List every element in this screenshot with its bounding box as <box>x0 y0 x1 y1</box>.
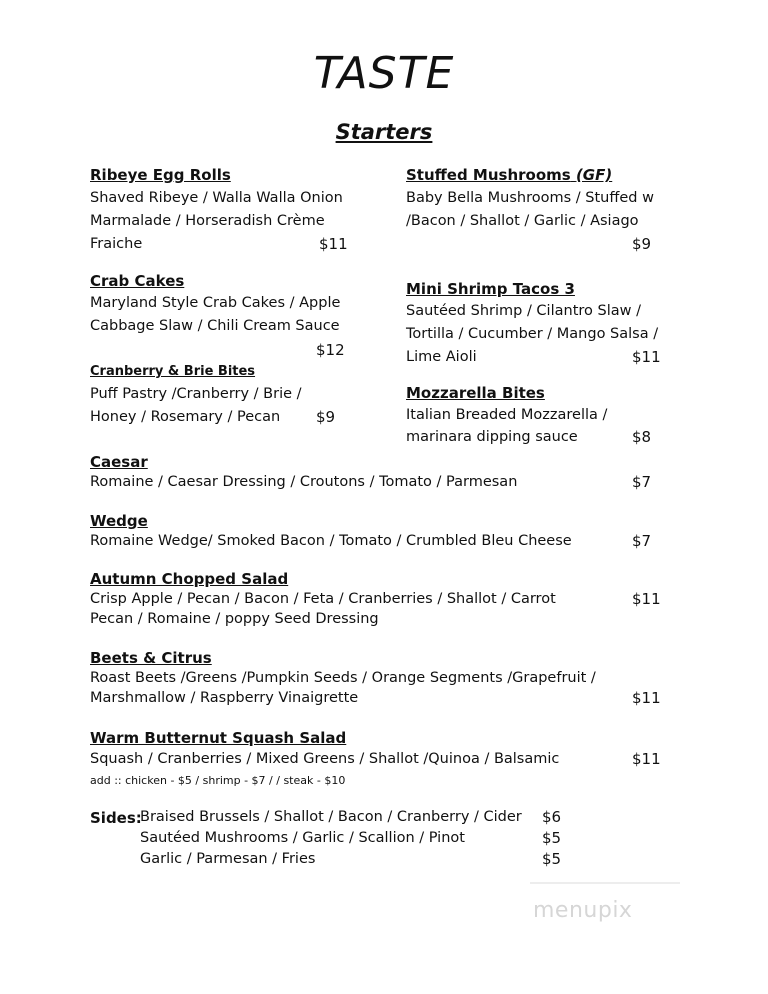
item-price: $11 <box>632 689 661 707</box>
side-item: Sautéed Mushrooms / Garlic / Scallion / Pinot <box>140 830 465 846</box>
item-desc-line: /Bacon / Shallot / Garlic / Asiago <box>406 213 639 229</box>
item-desc-line: Maryland Style Crab Cakes / Apple <box>90 295 341 311</box>
item-name-crab-cakes: Crab Cakes <box>90 272 185 290</box>
item-price: $11 <box>632 348 661 366</box>
item-name-autumn-chopped-salad: Autumn Chopped Salad <box>90 570 289 588</box>
item-desc-line: Crisp Apple / Pecan / Bacon / Feta / Cranberries / Shallot / Carrot <box>90 591 556 607</box>
side-item: Garlic / Parmesan / Fries <box>140 851 316 867</box>
item-price: $9 <box>316 408 336 426</box>
item-desc-line: Pecan / Romaine / poppy Seed Dressing <box>90 611 379 627</box>
item-name-ribeye-egg-rolls: Ribeye Egg Rolls <box>90 166 231 184</box>
side-price: $5 <box>542 850 562 868</box>
watermark-divider <box>530 882 680 884</box>
item-name-text: Stuffed Mushrooms <box>406 166 571 184</box>
salad-addon-note: add :: chicken - $5 / shrimp - $7 / / steak - $10 <box>90 774 346 787</box>
watermark-logo: menupix <box>533 898 633 923</box>
item-price: $7 <box>632 473 652 491</box>
item-name-cranberry-brie-bites: Cranberry & Brie Bites <box>90 364 256 379</box>
gluten-free-tag: (GF) <box>575 166 613 184</box>
side-price: $6 <box>542 808 562 826</box>
sides-label: Sides: <box>90 809 142 827</box>
item-desc-line: Honey / Rosemary / Pecan <box>90 409 281 425</box>
item-desc-line: Cabbage Slaw / Chili Cream Sauce <box>90 318 340 334</box>
item-price: $11 <box>319 235 348 253</box>
item-desc-line: Sautéed Shrimp / Cilantro Slaw / <box>406 303 641 319</box>
item-desc-line: Tortilla / Cucumber / Mango Salsa / <box>406 326 659 342</box>
item-desc-line: Fraiche <box>90 236 143 252</box>
item-price: $12 <box>316 341 345 359</box>
menu-title: TASTE <box>313 48 455 99</box>
item-price: $7 <box>632 532 652 550</box>
item-desc-line: marinara dipping sauce <box>406 429 578 445</box>
item-price: $11 <box>632 590 661 608</box>
item-desc-line: Italian Breaded Mozzarella / <box>406 407 608 423</box>
item-desc-line: Baby Bella Mushrooms / Stuffed w <box>406 190 654 206</box>
item-desc-line: Marshmallow / Raspberry Vinaigrette <box>90 690 359 706</box>
item-desc-line: Romaine / Caesar Dressing / Croutons / Tomato / Parmesan <box>90 474 518 490</box>
side-price: $5 <box>542 829 562 847</box>
item-price: $8 <box>632 428 652 446</box>
item-desc-line: Romaine Wedge/ Smoked Bacon / Tomato / Crumbled Bleu Cheese <box>90 533 572 549</box>
item-name-caesar: Caesar <box>90 453 148 471</box>
item-name-beets-citrus: Beets & Citrus <box>90 649 212 667</box>
item-name-stuffed-mushrooms <box>406 166 612 184</box>
item-desc-line: Roast Beets /Greens /Pumpkin Seeds / Orange Segments /Grapefruit / <box>90 670 596 686</box>
item-price: $9 <box>632 235 652 253</box>
item-name-mini-shrimp-tacos: Mini Shrimp Tacos 3 <box>406 280 575 298</box>
item-name-warm-butternut-squash-salad: Warm Butternut Squash Salad <box>90 729 347 747</box>
item-desc-line: Lime Aioli <box>406 349 477 365</box>
item-price: $11 <box>632 750 661 768</box>
item-name-mozzarella-bites: Mozzarella Bites <box>406 384 545 402</box>
item-desc-line: Squash / Cranberries / Mixed Greens / Shallot /Quinoa / Balsamic <box>90 751 560 767</box>
item-desc-line: Marmalade / Horseradish Crème <box>90 213 325 229</box>
side-item: Braised Brussels / Shallot / Bacon / Cranberry / Cider <box>140 809 522 825</box>
item-name-wedge: Wedge <box>90 512 148 530</box>
item-desc-line: Shaved Ribeye / Walla Walla Onion <box>90 190 343 206</box>
item-desc-line: Puff Pastry /Cranberry / Brie / <box>90 386 302 402</box>
section-title-starters: Starters <box>335 120 433 144</box>
